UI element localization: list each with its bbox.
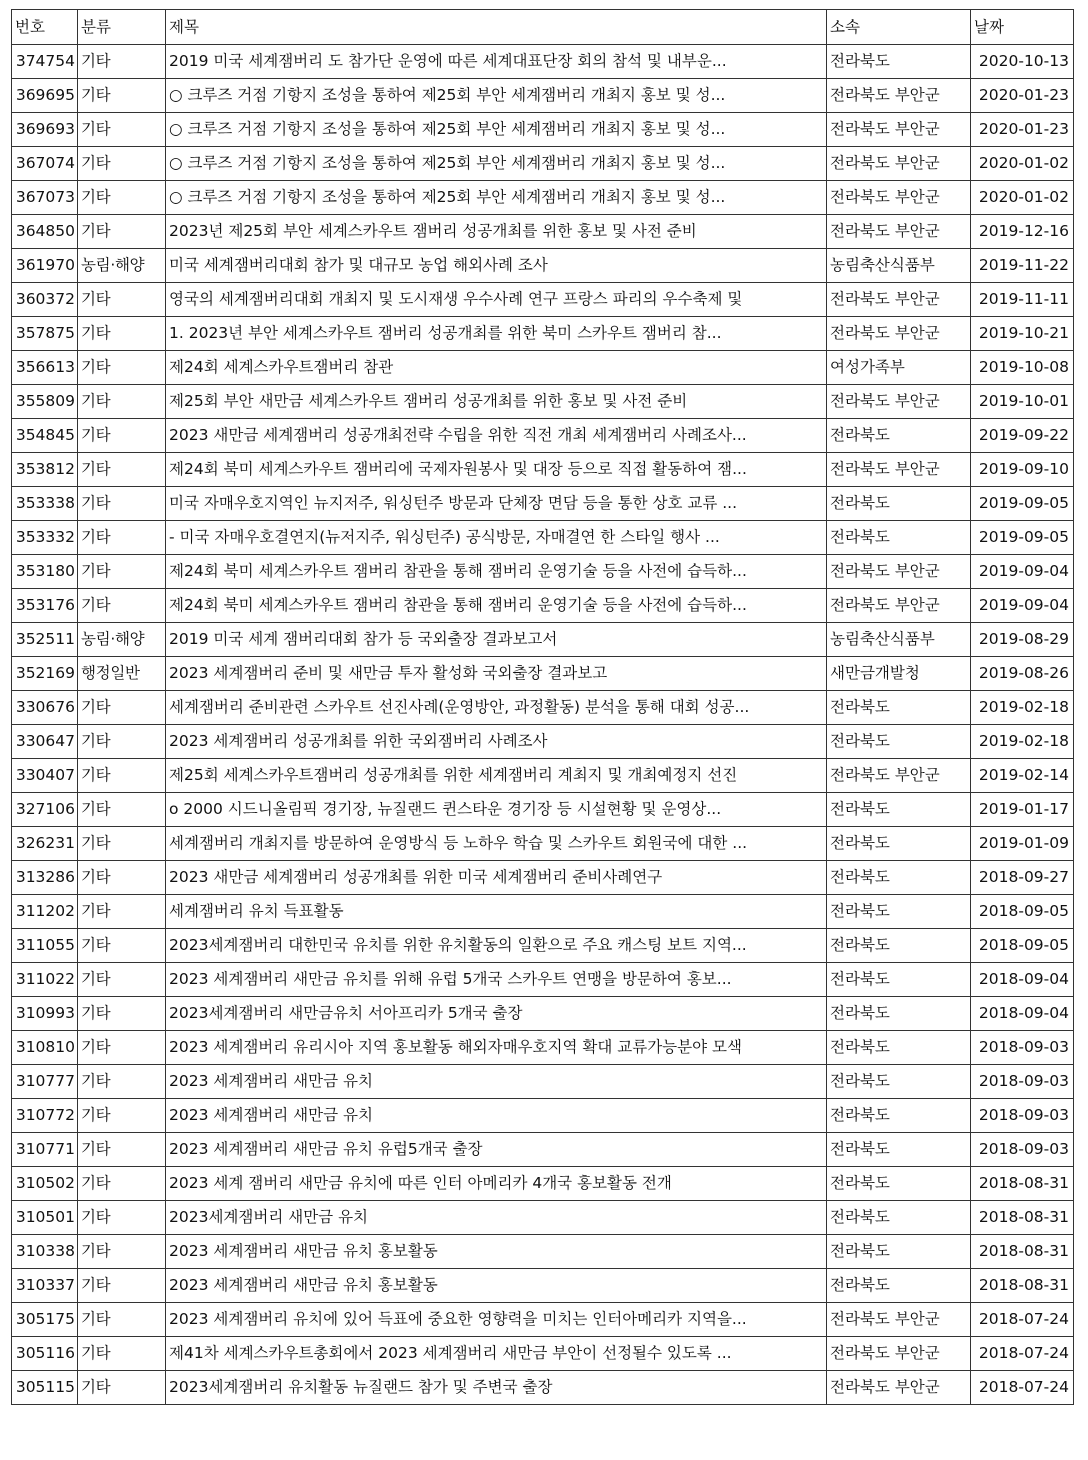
- row-title[interactable]: 2023 세계 잼버리 새만금 유치에 따른 인터 아메리카 4개국 홍보활동 전개: [166, 1167, 827, 1201]
- row-date: 2018-09-27: [971, 861, 1074, 895]
- row-number: 305175: [12, 1303, 78, 1337]
- table-row[interactable]: [12, 827, 1074, 861]
- row-organization: 전라북도: [827, 997, 971, 1031]
- row-organization: 전라북도: [827, 827, 971, 861]
- table-row[interactable]: [12, 283, 1074, 317]
- row-title[interactable]: 영국의 세계잼버리대회 개최지 및 도시재생 우수사례 연구 프랑스 파리의 우수축제 및: [166, 283, 827, 317]
- row-organization: 전라북도 부안군: [827, 385, 971, 419]
- row-date: 2020-01-23: [971, 79, 1074, 113]
- row-organization: 전라북도 부안군: [827, 79, 971, 113]
- row-title[interactable]: 2023 세계잼버리 새만금 유치: [166, 1065, 827, 1099]
- table-row[interactable]: [12, 317, 1074, 351]
- row-category: 기타: [78, 997, 166, 1031]
- row-number: 357875: [12, 317, 78, 351]
- table-row[interactable]: [12, 1167, 1074, 1201]
- row-title[interactable]: 2023 세계잼버리 유리시아 지역 홍보활동 해외자매우호지역 확대 교류가능분야 모색: [166, 1031, 827, 1065]
- row-category: 기타: [78, 827, 166, 861]
- header-row: [12, 10, 1074, 45]
- row-date: 2018-09-03: [971, 1065, 1074, 1099]
- table-row[interactable]: [12, 215, 1074, 249]
- row-organization: 전라북도 부안군: [827, 317, 971, 351]
- row-number: 311202: [12, 895, 78, 929]
- row-date: 2020-10-13: [971, 45, 1074, 79]
- row-title[interactable]: 2023 세계잼버리 새만금 유치를 위해 유럽 5개국 스카우트 연맹을 방문하여 홍보...: [166, 963, 827, 997]
- row-number: 352511: [12, 623, 78, 657]
- row-date: 2020-01-02: [971, 181, 1074, 215]
- row-category: 기타: [78, 521, 166, 555]
- table-row[interactable]: [12, 181, 1074, 215]
- table-row[interactable]: [12, 589, 1074, 623]
- row-date: 2019-02-14: [971, 759, 1074, 793]
- row-title[interactable]: 제41차 세계스카우트총회에서 2023 세계잼버리 새만금 부안이 선정될수 있도록 ...: [166, 1337, 827, 1371]
- row-title[interactable]: ○ 크루즈 거점 기항지 조성을 통하여 제25회 부안 세계잼버리 개최지 홍보 및 성...: [166, 147, 827, 181]
- row-number: 353812: [12, 453, 78, 487]
- row-category: 기타: [78, 895, 166, 929]
- row-date: 2019-09-22: [971, 419, 1074, 453]
- row-title[interactable]: 2023 세계잼버리 새만금 유치 유럽5개국 출장: [166, 1133, 827, 1167]
- row-date: 2019-09-10: [971, 453, 1074, 487]
- table-row[interactable]: [12, 1337, 1074, 1371]
- row-title[interactable]: 2019 미국 세계잼버리 도 참가단 운영에 따른 세계대표단장 회의 참석 및 내부운...: [166, 45, 827, 79]
- row-date: 2018-08-31: [971, 1167, 1074, 1201]
- table-row[interactable]: [12, 1371, 1074, 1405]
- row-category: 기타: [78, 79, 166, 113]
- row-date: 2018-09-03: [971, 1133, 1074, 1167]
- row-title[interactable]: 제24회 세계스카우트잼버리 참관: [166, 351, 827, 385]
- row-organization: 여성가족부: [827, 351, 971, 385]
- row-title[interactable]: - 미국 자매우호결연지(뉴저지주, 워싱턴주) 공식방문, 자매결연 한 스타일 행사 ...: [166, 521, 827, 555]
- row-date: 2018-08-31: [971, 1201, 1074, 1235]
- row-organization: 전라북도 부안군: [827, 215, 971, 249]
- row-date: 2019-09-05: [971, 521, 1074, 555]
- row-number: 360372: [12, 283, 78, 317]
- row-number: 353176: [12, 589, 78, 623]
- row-organization: 전라북도 부안군: [827, 283, 971, 317]
- table-row[interactable]: [12, 385, 1074, 419]
- table-row[interactable]: [12, 249, 1074, 283]
- row-organization: 전라북도: [827, 895, 971, 929]
- row-number: 352169: [12, 657, 78, 691]
- row-number: 305116: [12, 1337, 78, 1371]
- row-title[interactable]: 2023세계잼버리 대한민국 유치를 위한 유치활동의 일환으로 주요 캐스팅 보트 지역...: [166, 929, 827, 963]
- row-date: 2018-09-03: [971, 1099, 1074, 1133]
- table-row[interactable]: [12, 1065, 1074, 1099]
- row-title[interactable]: 2019 미국 세계 잼버리대회 참가 등 국외출장 결과보고서: [166, 623, 827, 657]
- row-organization: 전라북도: [827, 793, 971, 827]
- table-row[interactable]: [12, 895, 1074, 929]
- header-number: 번호: [12, 10, 78, 45]
- row-title[interactable]: ○ 크루즈 거점 기항지 조성을 통하여 제25회 부안 세계잼버리 개최지 홍보 및 성...: [166, 181, 827, 215]
- row-date: 2019-01-09: [971, 827, 1074, 861]
- row-number: 356613: [12, 351, 78, 385]
- row-title[interactable]: 2023 새만금 세계잼버리 성공개최전략 수립을 위한 직전 개최 세계잼버리 사례조사...: [166, 419, 827, 453]
- row-number: 313286: [12, 861, 78, 895]
- row-number: 367073: [12, 181, 78, 215]
- table-row[interactable]: [12, 759, 1074, 793]
- row-number: 305115: [12, 1371, 78, 1405]
- row-date: 2019-02-18: [971, 725, 1074, 759]
- row-date: 2019-08-26: [971, 657, 1074, 691]
- row-title[interactable]: 2023 세계잼버리 새만금 유치: [166, 1099, 827, 1133]
- row-number: 353338: [12, 487, 78, 521]
- row-title[interactable]: 2023 세계잼버리 유치에 있어 득표에 중요한 영향력을 미치는 인터아메리카 지역을...: [166, 1303, 827, 1337]
- row-organization: 전라북도 부안군: [827, 759, 971, 793]
- table-row[interactable]: [12, 453, 1074, 487]
- row-organization: 전라북도 부안군: [827, 147, 971, 181]
- row-category: 기타: [78, 555, 166, 589]
- row-title[interactable]: 미국 세계잼버리대회 참가 및 대규모 농업 해외사례 조사: [166, 249, 827, 283]
- row-category: 기타: [78, 1303, 166, 1337]
- row-title[interactable]: o 2000 시드니올림픽 경기장, 뉴질랜드 퀸스타운 경기장 등 시설현황 및 운영상...: [166, 793, 827, 827]
- row-category: 기타: [78, 691, 166, 725]
- report-table: [11, 9, 1074, 1405]
- row-category: 기타: [78, 1235, 166, 1269]
- row-date: 2018-09-04: [971, 997, 1074, 1031]
- row-number: 369693: [12, 113, 78, 147]
- row-category: 기타: [78, 861, 166, 895]
- row-organization: 전라북도: [827, 1269, 971, 1303]
- row-title[interactable]: ○ 크루즈 거점 기항지 조성을 통하여 제25회 부안 세계잼버리 개최지 홍보 및 성...: [166, 113, 827, 147]
- row-category: 기타: [78, 385, 166, 419]
- row-title[interactable]: 2023년 제25회 부안 세계스카우트 잼버리 성공개최를 위한 홍보 및 사전 준비: [166, 215, 827, 249]
- row-title[interactable]: 2023 새만금 세계잼버리 성공개최를 위한 미국 세계잼버리 준비사례연구: [166, 861, 827, 895]
- table-row[interactable]: [12, 1099, 1074, 1133]
- row-number: 369695: [12, 79, 78, 113]
- row-organization: 전라북도 부안군: [827, 113, 971, 147]
- table-row[interactable]: [12, 623, 1074, 657]
- row-category: 기타: [78, 1167, 166, 1201]
- row-category: 기타: [78, 1099, 166, 1133]
- row-organization: 전라북도: [827, 521, 971, 555]
- row-date: 2018-09-04: [971, 963, 1074, 997]
- row-number: 374754: [12, 45, 78, 79]
- table-row[interactable]: [12, 1031, 1074, 1065]
- row-title[interactable]: 2023세계잼버리 유치활동 뉴질랜드 참가 및 주변국 출장: [166, 1371, 827, 1405]
- row-title[interactable]: 세계잼버리 준비관련 스카우트 선진사례(운영방안, 과정활동) 분석을 통해 대회 성공...: [166, 691, 827, 725]
- row-date: 2018-09-05: [971, 929, 1074, 963]
- row-organization: 전라북도 부안군: [827, 555, 971, 589]
- row-date: 2018-08-31: [971, 1269, 1074, 1303]
- row-organization: 전라북도: [827, 1201, 971, 1235]
- row-organization: 전라북도: [827, 725, 971, 759]
- table-row[interactable]: [12, 997, 1074, 1031]
- row-title[interactable]: 2023 세계잼버리 성공개최를 위한 국외잼버리 사례조사: [166, 725, 827, 759]
- row-category: 기타: [78, 45, 166, 79]
- table-row[interactable]: [12, 861, 1074, 895]
- row-organization: 전라북도: [827, 1235, 971, 1269]
- row-date: 2019-11-11: [971, 283, 1074, 317]
- row-number: 310501: [12, 1201, 78, 1235]
- row-date: 2018-08-31: [971, 1235, 1074, 1269]
- row-number: 310337: [12, 1269, 78, 1303]
- row-number: 310810: [12, 1031, 78, 1065]
- row-organization: 전라북도 부안군: [827, 453, 971, 487]
- row-date: 2019-08-29: [971, 623, 1074, 657]
- row-date: 2019-01-17: [971, 793, 1074, 827]
- row-number: 310993: [12, 997, 78, 1031]
- table-row[interactable]: [12, 929, 1074, 963]
- row-date: 2019-09-04: [971, 555, 1074, 589]
- row-category: 기타: [78, 215, 166, 249]
- row-category: 기타: [78, 351, 166, 385]
- row-title[interactable]: 세계잼버리 유치 득표활동: [166, 895, 827, 929]
- row-organization: 전라북도: [827, 1167, 971, 1201]
- table-row[interactable]: [12, 725, 1074, 759]
- row-title[interactable]: 1. 2023년 부안 세계스카우트 잼버리 성공개최를 위한 북미 스카우트 잼버리 참...: [166, 317, 827, 351]
- row-category: 기타: [78, 759, 166, 793]
- row-number: 330647: [12, 725, 78, 759]
- row-category: 기타: [78, 929, 166, 963]
- row-category: 기타: [78, 725, 166, 759]
- row-organization: 전라북도: [827, 1065, 971, 1099]
- row-organization: 전라북도: [827, 963, 971, 997]
- row-date: 2019-09-05: [971, 487, 1074, 521]
- row-title[interactable]: 제24회 북미 세계스카우트 잼버리 참관을 통해 잼버리 운영기술 등을 사전에 습득하...: [166, 555, 827, 589]
- table-row[interactable]: [12, 1235, 1074, 1269]
- table-row[interactable]: [12, 963, 1074, 997]
- row-category: 농림·해양: [78, 249, 166, 283]
- table-body: [12, 45, 1074, 1405]
- row-number: 353332: [12, 521, 78, 555]
- table-row[interactable]: [12, 487, 1074, 521]
- table-row[interactable]: [12, 1269, 1074, 1303]
- table-row[interactable]: [12, 147, 1074, 181]
- table-row[interactable]: [12, 555, 1074, 589]
- row-date: 2018-07-24: [971, 1303, 1074, 1337]
- table-row[interactable]: [12, 1133, 1074, 1167]
- row-organization: 전라북도 부안군: [827, 1303, 971, 1337]
- row-number: 353180: [12, 555, 78, 589]
- row-title[interactable]: 2023 세계잼버리 새만금 유치 홍보활동: [166, 1269, 827, 1303]
- row-category: 기타: [78, 1201, 166, 1235]
- row-title[interactable]: 제24회 북미 세계스카우트 잼버리에 국제자원봉사 및 대장 등으로 직접 활동하여 잼...: [166, 453, 827, 487]
- row-organization: 새만금개발청: [827, 657, 971, 691]
- row-category: 기타: [78, 181, 166, 215]
- header-category: 분류: [78, 10, 166, 45]
- row-date: 2020-01-02: [971, 147, 1074, 181]
- header-organization: 소속: [827, 10, 971, 45]
- row-date: 2018-09-03: [971, 1031, 1074, 1065]
- row-title[interactable]: ○ 크루즈 거점 기항지 조성을 통하여 제25회 부안 세계잼버리 개최지 홍보 및 성...: [166, 79, 827, 113]
- table-row[interactable]: [12, 351, 1074, 385]
- row-category: 기타: [78, 963, 166, 997]
- row-category: 기타: [78, 1269, 166, 1303]
- row-title[interactable]: 제25회 세계스카우트잼버리 성공개최를 위한 세계잼버리 계최지 및 개최예정지 선진: [166, 759, 827, 793]
- row-date: 2019-02-18: [971, 691, 1074, 725]
- row-date: 2019-10-21: [971, 317, 1074, 351]
- row-number: 310771: [12, 1133, 78, 1167]
- table-row[interactable]: [12, 419, 1074, 453]
- row-category: 농림·해양: [78, 623, 166, 657]
- row-date: 2018-07-24: [971, 1371, 1074, 1405]
- row-title[interactable]: 2023세계잼버리 새만금유치 서아프리카 5개국 출장: [166, 997, 827, 1031]
- row-date: 2018-09-05: [971, 895, 1074, 929]
- table-row[interactable]: [12, 691, 1074, 725]
- row-organization: 전라북도 부안군: [827, 589, 971, 623]
- row-organization: 전라북도: [827, 929, 971, 963]
- row-organization: 전라북도: [827, 45, 971, 79]
- row-title[interactable]: 미국 자매우호지역인 뉴지저주, 워싱턴주 방문과 단체장 면담 등을 통한 상호 교류 ...: [166, 487, 827, 521]
- row-organization: 농림축산식품부: [827, 623, 971, 657]
- header-title: 제목: [166, 10, 827, 45]
- row-category: 기타: [78, 1065, 166, 1099]
- row-category: 기타: [78, 283, 166, 317]
- row-date: 2019-12-16: [971, 215, 1074, 249]
- row-category: 기타: [78, 793, 166, 827]
- row-category: 기타: [78, 419, 166, 453]
- table-row[interactable]: [12, 45, 1074, 79]
- row-category: 기타: [78, 317, 166, 351]
- row-organization: 전라북도 부안군: [827, 181, 971, 215]
- row-number: 311055: [12, 929, 78, 963]
- row-date: 2019-11-22: [971, 249, 1074, 283]
- row-number: 367074: [12, 147, 78, 181]
- row-title[interactable]: 제24회 북미 세계스카우트 잼버리 참관을 통해 잼버리 운영기술 등을 사전에 습득하...: [166, 589, 827, 623]
- table-row[interactable]: [12, 1303, 1074, 1337]
- row-date: 2020-01-23: [971, 113, 1074, 147]
- row-number: 355809: [12, 385, 78, 419]
- row-title[interactable]: 제25회 부안 새만금 세계스카우트 잼버리 성공개최를 위한 홍보 및 사전 준비: [166, 385, 827, 419]
- table-row[interactable]: [12, 1201, 1074, 1235]
- row-number: 330407: [12, 759, 78, 793]
- row-category: 기타: [78, 113, 166, 147]
- row-category: 기타: [78, 1133, 166, 1167]
- table-row[interactable]: [12, 793, 1074, 827]
- row-organization: 전라북도 부안군: [827, 1371, 971, 1405]
- row-title[interactable]: 2023 세계잼버리 준비 및 새만금 투자 활성화 국외출장 결과보고: [166, 657, 827, 691]
- row-title[interactable]: 2023 세계잼버리 새만금 유치 홍보활동: [166, 1235, 827, 1269]
- row-category: 기타: [78, 1031, 166, 1065]
- table-row[interactable]: [12, 79, 1074, 113]
- row-date: 2019-10-08: [971, 351, 1074, 385]
- row-category: 기타: [78, 1337, 166, 1371]
- table-row[interactable]: [12, 657, 1074, 691]
- row-date: 2018-07-24: [971, 1337, 1074, 1371]
- row-number: 311022: [12, 963, 78, 997]
- row-category: 기타: [78, 147, 166, 181]
- row-category: 기타: [78, 453, 166, 487]
- row-number: 326231: [12, 827, 78, 861]
- row-organization: 전라북도: [827, 419, 971, 453]
- row-category: 기타: [78, 487, 166, 521]
- row-organization: 전라북도: [827, 691, 971, 725]
- row-number: 310502: [12, 1167, 78, 1201]
- row-number: 364850: [12, 215, 78, 249]
- table-row[interactable]: [12, 521, 1074, 555]
- row-title[interactable]: 2023세계잼버리 새만금 유치: [166, 1201, 827, 1235]
- row-category: 행정일반: [78, 657, 166, 691]
- row-organization: 전라북도: [827, 1031, 971, 1065]
- row-organization: 전라북도: [827, 1099, 971, 1133]
- row-number: 310777: [12, 1065, 78, 1099]
- row-title[interactable]: 세계잼버리 개최지를 방문하여 운영방식 등 노하우 학습 및 스카우트 회원국에 대한 ...: [166, 827, 827, 861]
- row-number: 330676: [12, 691, 78, 725]
- row-category: 기타: [78, 1371, 166, 1405]
- row-organization: 전라북도: [827, 1133, 971, 1167]
- row-organization: 전라북도: [827, 861, 971, 895]
- row-number: 310772: [12, 1099, 78, 1133]
- row-number: 354845: [12, 419, 78, 453]
- row-organization: 농림축산식품부: [827, 249, 971, 283]
- row-date: 2019-09-04: [971, 589, 1074, 623]
- row-category: 기타: [78, 589, 166, 623]
- row-organization: 전라북도 부안군: [827, 1337, 971, 1371]
- row-organization: 전라북도: [827, 487, 971, 521]
- row-number: 327106: [12, 793, 78, 827]
- row-number: 310338: [12, 1235, 78, 1269]
- header-date: 날짜: [971, 10, 1074, 45]
- row-number: 361970: [12, 249, 78, 283]
- row-date: 2019-10-01: [971, 385, 1074, 419]
- table-row[interactable]: [12, 113, 1074, 147]
